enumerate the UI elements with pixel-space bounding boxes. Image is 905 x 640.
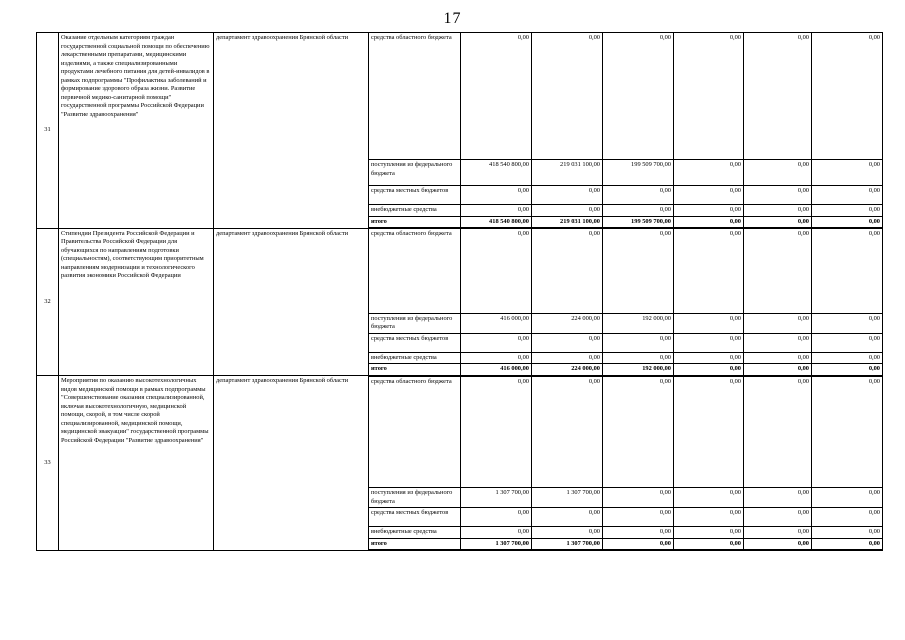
amount-cell: 0,00 bbox=[812, 376, 883, 488]
amount-cell: 0,00 bbox=[744, 538, 812, 550]
funding-source: итого bbox=[369, 216, 461, 228]
funding-source: средства областного бюджета bbox=[369, 376, 461, 488]
amount-cell: 0,00 bbox=[744, 228, 812, 313]
amount-cell: 192 000,00 bbox=[603, 313, 674, 333]
amount-cell: 0,00 bbox=[812, 33, 883, 160]
amount-cell: 416 000,00 bbox=[461, 364, 532, 376]
amount-cell: 0,00 bbox=[532, 205, 603, 217]
amount-cell: 0,00 bbox=[532, 186, 603, 205]
amount-cell: 0,00 bbox=[674, 313, 744, 333]
amount-cell: 0,00 bbox=[744, 508, 812, 527]
amount-cell: 0,00 bbox=[812, 508, 883, 527]
amount-cell: 0,00 bbox=[812, 352, 883, 364]
amount-cell: 0,00 bbox=[744, 333, 812, 352]
amount-cell: 0,00 bbox=[603, 228, 674, 313]
amount-cell: 0,00 bbox=[744, 376, 812, 488]
funding-source: внебюджетные средства bbox=[369, 352, 461, 364]
amount-cell: 224 000,00 bbox=[532, 364, 603, 376]
amount-cell: 0,00 bbox=[674, 216, 744, 228]
amount-cell: 0,00 bbox=[603, 527, 674, 539]
amount-cell: 0,00 bbox=[674, 376, 744, 488]
amount-cell: 0,00 bbox=[461, 333, 532, 352]
amount-cell: 0,00 bbox=[812, 333, 883, 352]
amount-cell: 0,00 bbox=[674, 364, 744, 376]
amount-cell: 0,00 bbox=[532, 228, 603, 313]
amount-cell: 0,00 bbox=[532, 33, 603, 160]
amount-cell: 219 031 100,00 bbox=[532, 160, 603, 186]
amount-cell: 0,00 bbox=[744, 352, 812, 364]
amount-cell: 0,00 bbox=[532, 508, 603, 527]
amount-cell: 0,00 bbox=[812, 205, 883, 217]
amount-cell: 0,00 bbox=[674, 488, 744, 508]
amount-cell: 418 540 800,00 bbox=[461, 160, 532, 186]
item-index: 32 bbox=[37, 228, 59, 376]
amount-cell: 0,00 bbox=[674, 333, 744, 352]
amount-cell: 0,00 bbox=[812, 313, 883, 333]
amount-cell: 192 000,00 bbox=[603, 364, 674, 376]
funding-source: поступления из федерального бюджета bbox=[369, 313, 461, 333]
amount-cell: 0,00 bbox=[603, 186, 674, 205]
item-description: Стипендии Президента Российской Федерации и Правительства Российской Федерации для обучающихся по направлениям подготовки (специальностям), соответствующим приоритетным направлениям модернизации и технологического развития экономики Российской Федерации bbox=[59, 228, 214, 376]
amount-cell: 0,00 bbox=[744, 527, 812, 539]
item-index: 31 bbox=[37, 33, 59, 229]
amount-cell: 0,00 bbox=[744, 488, 812, 508]
amount-cell: 0,00 bbox=[674, 186, 744, 205]
amount-cell: 0,00 bbox=[461, 205, 532, 217]
item-index: 33 bbox=[37, 376, 59, 551]
amount-cell: 0,00 bbox=[812, 160, 883, 186]
budget-table bbox=[36, 32, 883, 551]
amount-cell: 0,00 bbox=[674, 538, 744, 550]
amount-cell: 224 000,00 bbox=[532, 313, 603, 333]
amount-cell: 0,00 bbox=[461, 376, 532, 488]
amount-cell: 199 509 700,00 bbox=[603, 160, 674, 186]
amount-cell: 219 031 100,00 bbox=[532, 216, 603, 228]
amount-cell: 0,00 bbox=[744, 216, 812, 228]
amount-cell: 416 000,00 bbox=[461, 313, 532, 333]
amount-cell: 1 307 700,00 bbox=[461, 488, 532, 508]
amount-cell: 0,00 bbox=[603, 488, 674, 508]
amount-cell: 0,00 bbox=[603, 33, 674, 160]
amount-cell: 0,00 bbox=[532, 527, 603, 539]
amount-cell: 0,00 bbox=[674, 160, 744, 186]
table-body bbox=[37, 33, 883, 551]
item-responsible: департамент здравоохранения Брянской области bbox=[214, 33, 369, 229]
amount-cell: 0,00 bbox=[674, 527, 744, 539]
funding-source: поступления из федерального бюджета bbox=[369, 160, 461, 186]
funding-source: средства областного бюджета bbox=[369, 33, 461, 160]
amount-cell: 0,00 bbox=[744, 364, 812, 376]
amount-cell: 0,00 bbox=[812, 488, 883, 508]
table-row bbox=[37, 33, 883, 160]
item-responsible: департамент здравоохранения Брянской области bbox=[214, 228, 369, 376]
amount-cell: 0,00 bbox=[603, 538, 674, 550]
amount-cell: 0,00 bbox=[674, 508, 744, 527]
amount-cell: 0,00 bbox=[812, 364, 883, 376]
amount-cell: 0,00 bbox=[603, 508, 674, 527]
amount-cell: 0,00 bbox=[812, 527, 883, 539]
amount-cell: 0,00 bbox=[532, 352, 603, 364]
amount-cell: 0,00 bbox=[744, 313, 812, 333]
amount-cell: 0,00 bbox=[744, 186, 812, 205]
amount-cell: 0,00 bbox=[461, 508, 532, 527]
page-number: 17 bbox=[443, 10, 462, 27]
funding-source: средства местных бюджетов bbox=[369, 333, 461, 352]
amount-cell: 0,00 bbox=[812, 228, 883, 313]
amount-cell: 0,00 bbox=[461, 527, 532, 539]
amount-cell: 0,00 bbox=[744, 205, 812, 217]
funding-source: средства местных бюджетов bbox=[369, 186, 461, 205]
funding-source: итого bbox=[369, 538, 461, 550]
amount-cell: 1 307 700,00 bbox=[461, 538, 532, 550]
amount-cell: 0,00 bbox=[674, 205, 744, 217]
funding-source: внебюджетные средства bbox=[369, 205, 461, 217]
amount-cell: 199 509 700,00 bbox=[603, 216, 674, 228]
funding-source: поступления из федерального бюджета bbox=[369, 488, 461, 508]
amount-cell: 0,00 bbox=[603, 352, 674, 364]
funding-source: средства местных бюджетов bbox=[369, 508, 461, 527]
amount-cell: 0,00 bbox=[603, 205, 674, 217]
amount-cell: 0,00 bbox=[812, 186, 883, 205]
funding-source: внебюджетные средства bbox=[369, 527, 461, 539]
amount-cell: 0,00 bbox=[674, 228, 744, 313]
amount-cell: 0,00 bbox=[461, 228, 532, 313]
amount-cell: 0,00 bbox=[603, 333, 674, 352]
amount-cell: 0,00 bbox=[603, 376, 674, 488]
table-row bbox=[37, 228, 883, 313]
funding-source: средства областного бюджета bbox=[369, 228, 461, 313]
amount-cell: 0,00 bbox=[674, 352, 744, 364]
amount-cell: 0,00 bbox=[674, 33, 744, 160]
amount-cell: 1 307 700,00 bbox=[532, 538, 603, 550]
amount-cell: 0,00 bbox=[812, 538, 883, 550]
amount-cell: 0,00 bbox=[461, 33, 532, 160]
item-description: Мероприятия по оказанию высокотехнологичных видов медицинской помощи в рамках подпрограммы "Совершенствование оказания специализированной, включая высокотехнологичную, медицинской помощи, скорой, в том числе скорой специализированной, медицинской помощи, медицинской эвакуации" государственной программы Российской Федерации "Развитие здравоохранения" bbox=[59, 376, 214, 551]
funding-source: итого bbox=[369, 364, 461, 376]
amount-cell: 0,00 bbox=[532, 333, 603, 352]
table-row bbox=[37, 376, 883, 488]
item-description: Оказание отдельным категориям граждан государственной социальной помощи по обеспечению лекарственными препаратами, медицинскими изделиями, а также специализированными продуктами лечебного питания для детей-инвалидов в рамках подпрограммы "Профилактика заболеваний и формирование здорового образа жизни. Развитие первичной медико-санитарной помощи" государственной программы Российской Федерации "Развитие здравоохранения" bbox=[59, 33, 214, 229]
amount-cell: 0,00 bbox=[744, 160, 812, 186]
amount-cell: 0,00 bbox=[461, 352, 532, 364]
amount-cell: 418 540 800,00 bbox=[461, 216, 532, 228]
amount-cell: 0,00 bbox=[744, 33, 812, 160]
amount-cell: 0,00 bbox=[461, 186, 532, 205]
amount-cell: 1 307 700,00 bbox=[532, 488, 603, 508]
amount-cell: 0,00 bbox=[812, 216, 883, 228]
amount-cell: 0,00 bbox=[532, 376, 603, 488]
item-responsible: департамент здравоохранения Брянской области bbox=[214, 376, 369, 551]
